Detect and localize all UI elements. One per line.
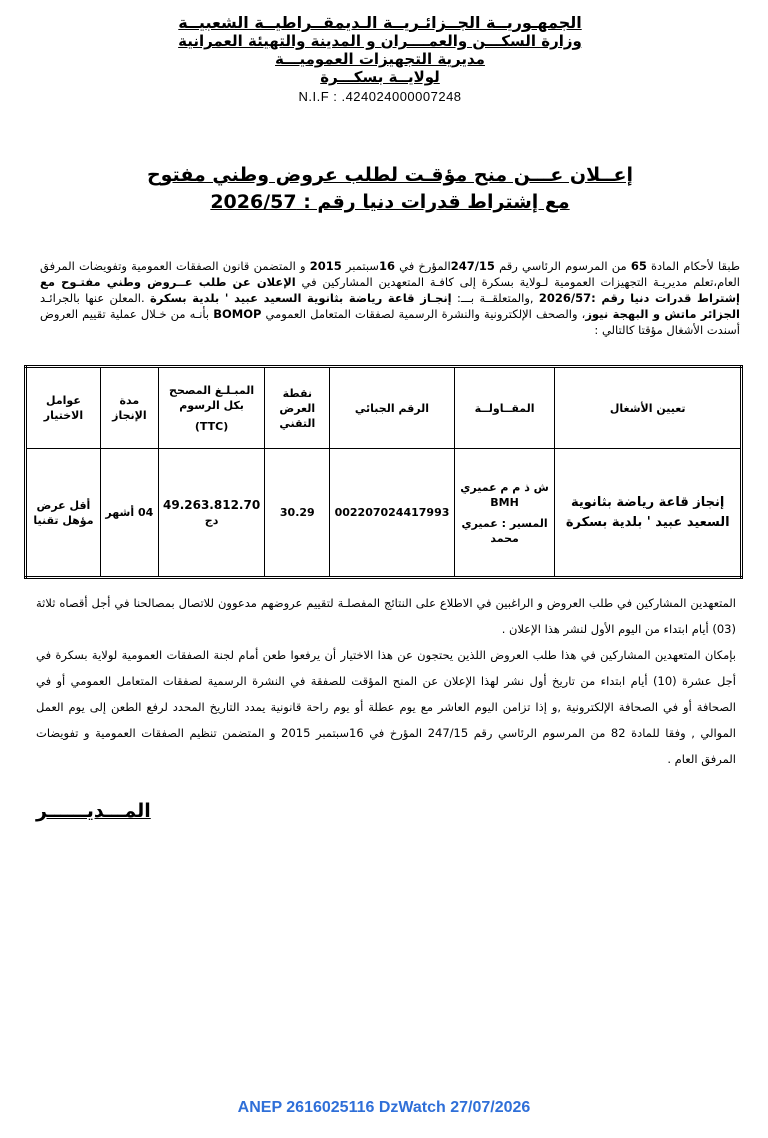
intro-text: طبقا لأحكام المادة [646, 259, 740, 273]
intro-tender-reference: الإعلان عن طلب عــروض وطني مفتـوح مع إشتراط قدرات دنيا رقم :2026/57 [40, 275, 740, 305]
header-duration: مدة الإنجاز [100, 367, 158, 449]
intro-text: ,والمتعلقــة بـــ: [451, 291, 539, 305]
intro-decree-year: 2015 [309, 259, 342, 273]
ministry-name: وزارة السكـــن والعمــــران و المدينة والتهيئة العمرانية [178, 32, 582, 50]
header-criteria: عوامل الاختيار [26, 367, 101, 449]
intro-text: .المعلن عنها بالجرائـد [40, 291, 150, 305]
contractor-manager: المسير : عميري محمد [461, 516, 548, 545]
cell-criteria: أقل عرض مؤهل تقنيا [26, 449, 101, 578]
republic-name: الجمهـوريــة الجــزائـريــة الـديمقــراطيــة الشعبيــة [178, 13, 582, 32]
header-tax-id: الرقم الجبائي [330, 367, 454, 449]
title-line-1: إعــلان عـــن منح مؤقـت لطلب عروض وطني مفتوح [146, 164, 634, 186]
tax-identification-number: N.I.F : .424024000007248 [298, 89, 462, 104]
intro-project-name: إنجـاز قاعة رياضة بثانوية السعيد عبيد ' بلدية بسكرة [149, 291, 452, 305]
intro-bomop: BOMOP [213, 307, 262, 321]
intro-text: بأنـه من خـلال عملية تقييم العروض أسندت الأشغال مؤقتا كالتالي : [40, 307, 740, 337]
cell-project: إنجاز قاعة رياضة بثانوية السعيد عبيد ' بلدية بسكرة [555, 449, 742, 578]
letterhead [100, 14, 660, 106]
header-amount-label: المبـلـغ المصحح بكل الرسوم [169, 383, 255, 412]
cell-tech-score [265, 449, 330, 578]
contractor-code: BMH [490, 495, 519, 509]
tech-score-value: 30.29 [279, 506, 315, 519]
amount-currency: دج [204, 513, 219, 527]
intro-decree-day: 16 [378, 259, 395, 273]
table-row [26, 449, 742, 578]
intro-article-number: 65 [630, 259, 647, 273]
table-header-row [26, 367, 742, 449]
directorate-name: مديرية التجهيزات العموميـــة [275, 50, 485, 68]
intro-paragraph [40, 258, 740, 338]
intro-text: و المتضمن قانون الصفقات العمومية وتفويضات المرفق العام،تعلم مديريـة التجهيزات العمومية لـولاية بسكرة إلى كافـة المتعهدين المشاركين في [40, 259, 740, 289]
amount-value: 49.263.812.70 [163, 497, 261, 512]
body-paragraph-appeal: بإمكان المتعهدين المشاركين في هذا طلب العروض اللذين يحتجون عن هذا الاختيار أن يرفعوا طعن أمام لجنة الصفقات العمومية لولاية بسكرة في أجل عشرة (10) أيام ابتداء من تاريخ أول نشر لهذا الإعلان عن المنح المؤقت للصفقة في النشرة الرسمية لصفقات المتعامل العمومي أو في الصحافة أو في الصحافة الإلكترونية ,و إذا تزامن اليوم العاشر مع يوم عطلة أو يوم راحة قانونية يمدد التاريخ المحدد لرفع الطعن إلى يوم العمل الموالي , وفقا للمادة 82 من المرسوم الرئاسي رقم 247/15 المؤرخ في 16سبتمبر 2015 و المتضمن تنظيم الصفقات العمومية و تفويضات المرفق العام . [36, 648, 736, 766]
header-amount [158, 367, 265, 449]
intro-newspapers: الجزائر ماتش و البهجة نيوز [585, 307, 740, 321]
contractor-name: ش ذ م م عميري [460, 480, 549, 494]
body-text [36, 590, 736, 772]
announcement-title [100, 162, 680, 216]
intro-text: ، والصحف الإلكترونية والنشرة الرسمية لصفقات المتعامل العمومي [261, 307, 586, 321]
header-project: تعيين الأشغال [555, 367, 742, 449]
header-contractor: المقــاولــة [454, 367, 555, 449]
wilaya-name: لولايــة بسكـــرة [320, 68, 440, 86]
cell-contractor [454, 449, 555, 578]
publication-footer: ANEP 2616025116 DzWatch 27/07/2026 [237, 1099, 531, 1116]
header-amount-ttc: (TTC) [194, 419, 229, 433]
intro-text: من المرسوم الرئاسي رقم [494, 259, 631, 273]
intro-decree-number: 247/15 [450, 259, 495, 273]
header-tech-score: نقطة العرض التقني [265, 367, 330, 449]
cell-amount [158, 449, 265, 578]
body-paragraph-results: المتعهدين المشاركين في طلب العروض و الراغبين في الاطلاع على النتائج المفصلـة لتقييم عروضهم مدعوون للاتصال بمصالحنا في أجل أقصاه ثلاثة (03) أيام ابتداء من اليوم الأول لنشر هذا الإعلان . [36, 596, 736, 636]
intro-text: سبتمبر [341, 259, 379, 273]
intro-text: المؤرخ في [394, 259, 451, 273]
tax-id-value: 002207024417993 [334, 506, 450, 519]
award-table [24, 365, 743, 579]
director-signature-title: المـــديــــــر [36, 800, 151, 822]
cell-duration: 04 أشهر [100, 449, 158, 578]
title-line-2: مع إشتراط قدرات دنيا رقم : 2026/57 [210, 191, 570, 213]
cell-tax-id [330, 449, 454, 578]
